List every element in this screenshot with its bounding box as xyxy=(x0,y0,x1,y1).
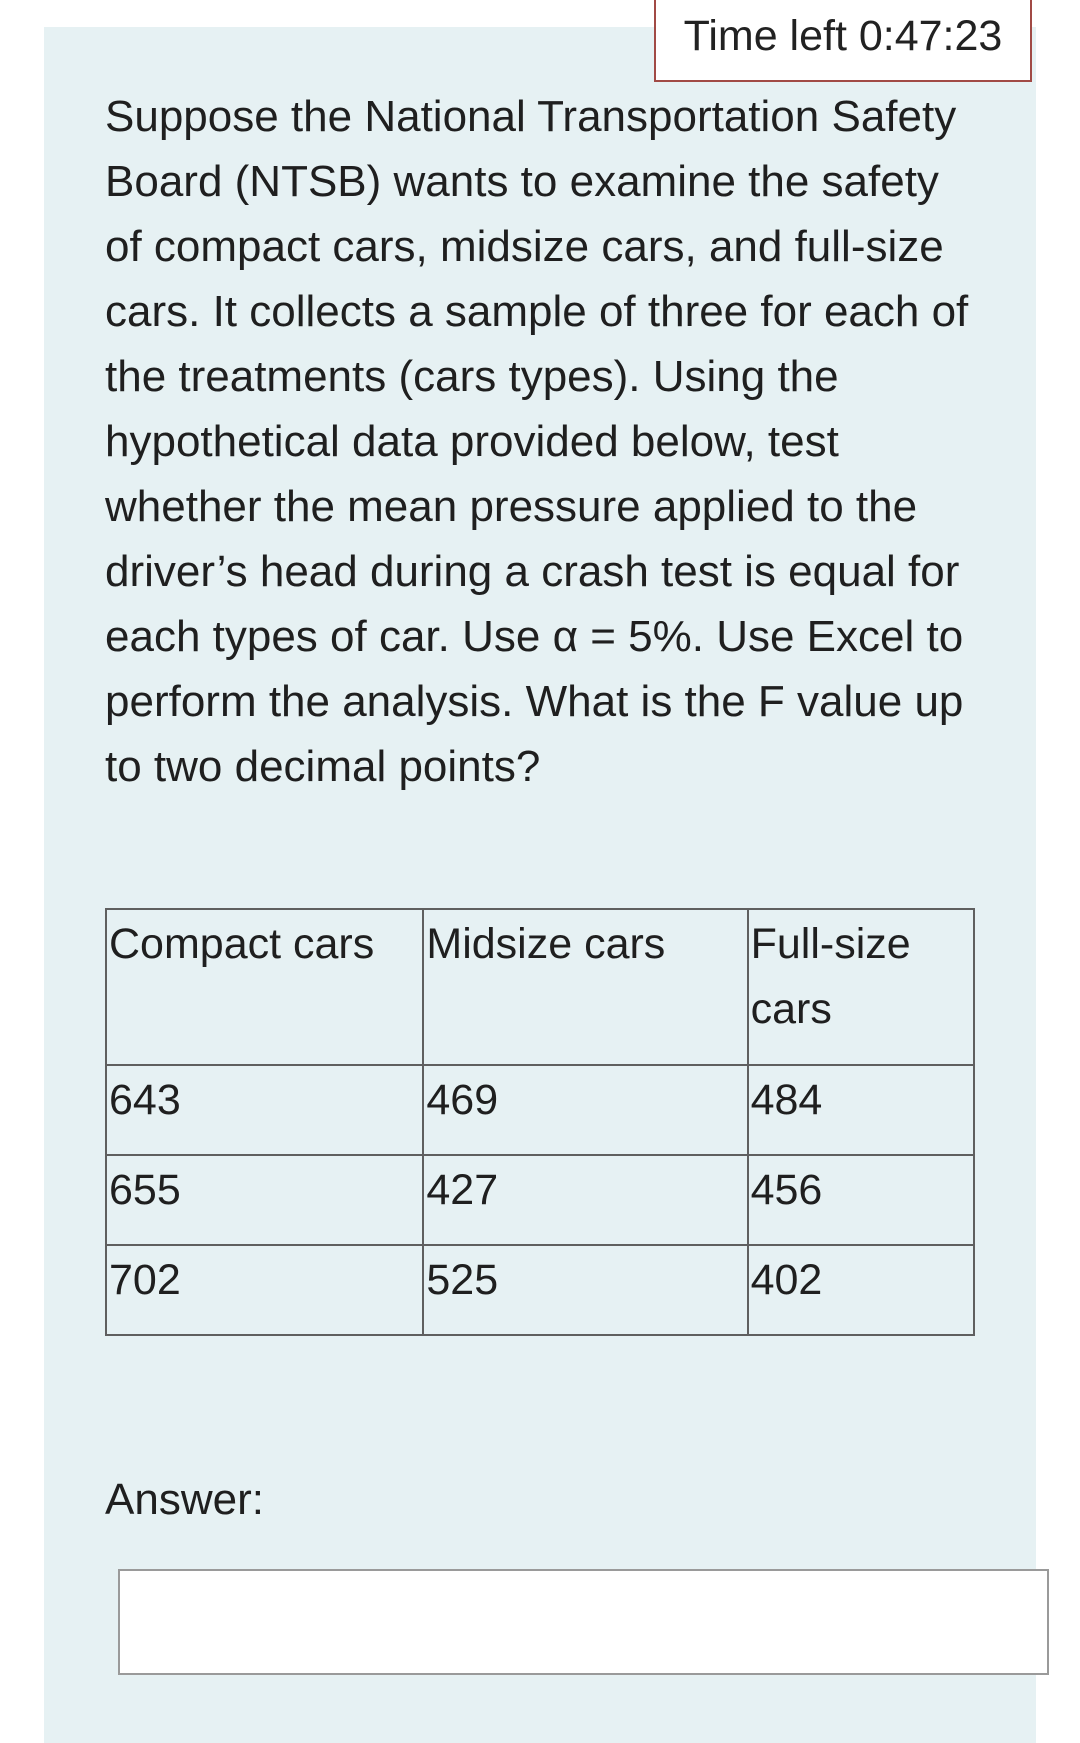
question-line: whether the mean pressure applied to the xyxy=(105,482,918,531)
table-row xyxy=(106,1245,974,1335)
time-left-indicator: Time left 0:47:23 xyxy=(654,0,1032,82)
table-cell: 402 xyxy=(748,1245,974,1335)
question-line: hypothetical data provided below, test xyxy=(105,417,839,466)
question-line: Board (NTSB) wants to examine the safety xyxy=(105,157,939,206)
question-line: cars. It collects a sample of three for each of xyxy=(105,287,969,336)
table-row xyxy=(106,1065,974,1155)
table-cell: 456 xyxy=(748,1155,974,1245)
question-line: perform the analysis. What is the F value up xyxy=(105,677,964,726)
table-cell: 484 xyxy=(748,1065,974,1155)
column-header-full-size-cars: Full-size cars xyxy=(748,909,974,1065)
table-cell: 702 xyxy=(106,1245,423,1335)
answer-input[interactable] xyxy=(118,1569,1049,1675)
question-line: Suppose the National Transportation Safety xyxy=(105,92,957,141)
question-line: each types of car. Use α = 5%. Use Excel to xyxy=(105,612,964,661)
question-text xyxy=(105,84,1005,799)
table-cell: 643 xyxy=(106,1065,423,1155)
table-cell: 655 xyxy=(106,1155,423,1245)
table-header-row xyxy=(106,909,974,1065)
question-line: driver’s head during a crash test is equal for xyxy=(105,547,960,596)
table-cell: 427 xyxy=(423,1155,747,1245)
column-header-midsize-cars: Midsize cars xyxy=(423,909,747,1065)
table-cell: 525 xyxy=(423,1245,747,1335)
table-row xyxy=(106,1155,974,1245)
table-cell: 469 xyxy=(423,1065,747,1155)
data-table xyxy=(105,908,975,1336)
question-line: the treatments (cars types). Using the xyxy=(105,352,839,401)
question-line: of compact cars, midsize cars, and full-size xyxy=(105,222,944,271)
column-header-compact-cars: Compact cars xyxy=(106,909,423,1065)
question-line: to two decimal points? xyxy=(105,742,541,791)
answer-label: Answer: xyxy=(105,1475,264,1524)
